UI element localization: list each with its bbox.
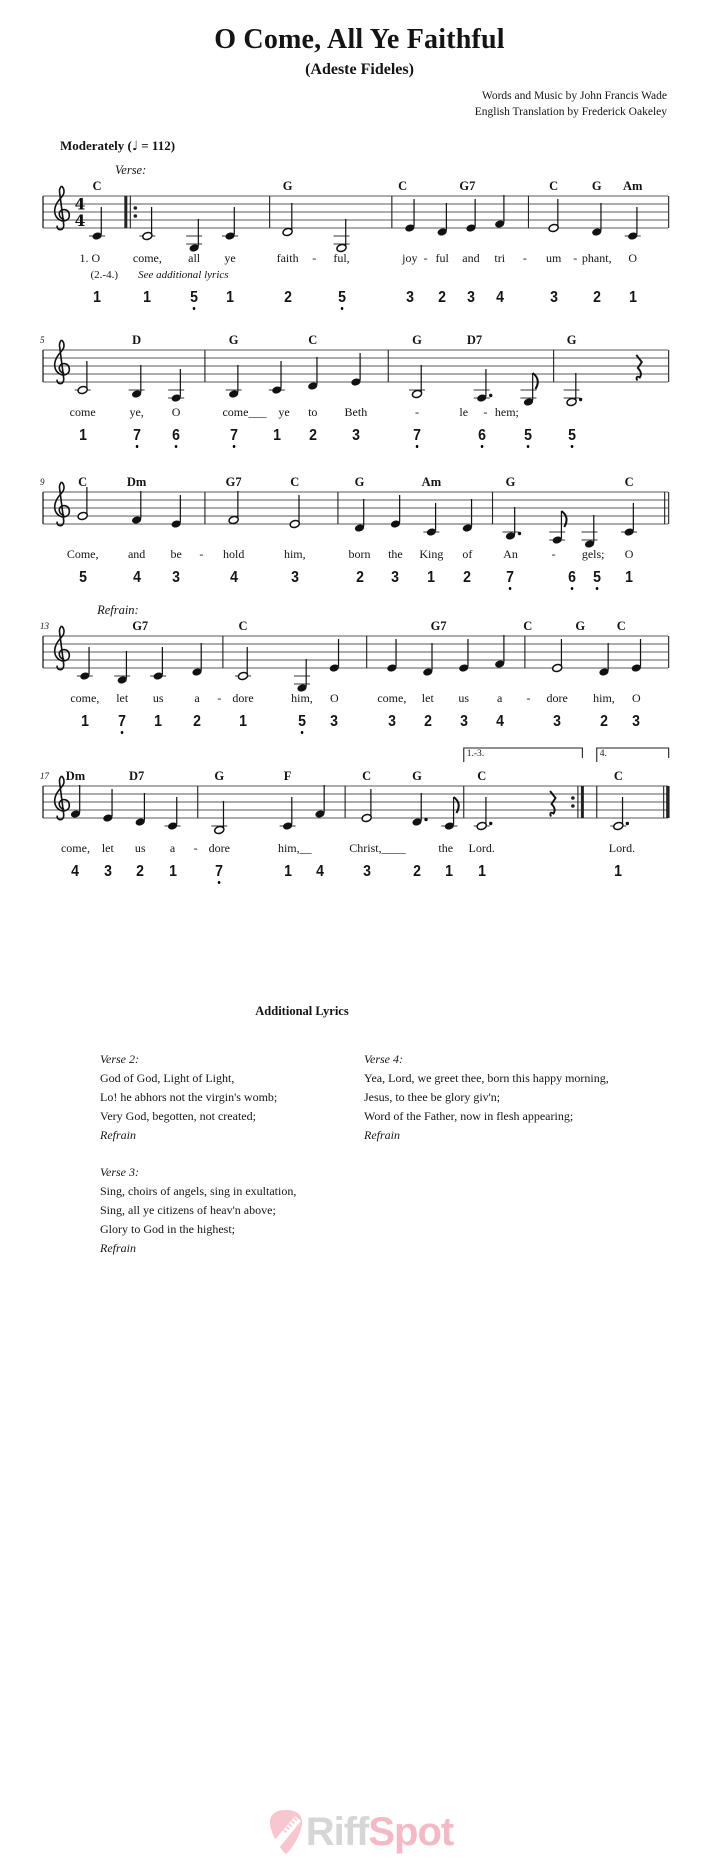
- chord-symbol: Am: [421, 475, 442, 489]
- lyric-syllable: all: [188, 251, 201, 265]
- lyric-syllable: let: [421, 691, 434, 705]
- lyric-syllable: dore: [232, 691, 254, 705]
- lyric-syllable: dore: [208, 841, 230, 855]
- lyric-syllable: him,__: [277, 841, 312, 855]
- chord-symbol: G: [412, 333, 422, 347]
- song-subtitle: (Adeste Fideles): [305, 61, 414, 78]
- chord-symbol: G: [566, 333, 577, 347]
- scale-degree-number: 1: [427, 569, 436, 586]
- lyric-syllable: and: [127, 547, 146, 561]
- lyric-syllable: and: [462, 251, 480, 265]
- lyric-syllable: tri: [494, 251, 506, 265]
- scale-degree-number: 3: [553, 713, 562, 730]
- verse-line: Word of the Father, now in flesh appearing;: [364, 1109, 574, 1123]
- sub-lyric: See additional lyrics: [138, 269, 229, 281]
- lyric-syllable: -: [199, 547, 204, 561]
- tempo-bpm: = 112): [141, 138, 176, 153]
- song-title: O Come, All Ye Faithful: [214, 24, 505, 55]
- lyric-syllable: dore: [546, 691, 568, 705]
- tempo-word: Moderately: [60, 138, 125, 153]
- scale-degree-number: 1: [78, 427, 87, 444]
- lyric-syllable: -: [423, 251, 428, 265]
- lyric-syllable: him,: [283, 547, 306, 561]
- scale-degree-number: 1: [154, 713, 163, 730]
- chord-symbol: G: [505, 475, 516, 489]
- staff-system-3: [0, 446, 719, 586]
- scale-degree-number: 3: [351, 427, 360, 444]
- verse-line: Very God, begotten, not created;: [100, 1109, 256, 1123]
- scale-degree-number: 3: [549, 289, 558, 306]
- brand-spot: Spot: [368, 1810, 454, 1854]
- lyric-syllable: phant,: [581, 251, 612, 265]
- chord-symbol: C: [78, 475, 88, 489]
- lyric-syllable: Beth: [344, 405, 368, 419]
- treble-clef-icon: [55, 626, 70, 670]
- scale-degree-number: 4: [229, 569, 238, 586]
- chord-symbol: Dm: [65, 769, 86, 783]
- lyric-syllable: a: [194, 691, 200, 705]
- lyric-syllable: of: [462, 547, 473, 561]
- measure-number: 13: [40, 621, 49, 631]
- chord-symbol: C: [624, 475, 634, 489]
- lyric-syllable: -: [312, 251, 317, 265]
- quarter-rest-icon: [636, 355, 642, 381]
- verse-refrain: Refrain: [100, 1241, 136, 1255]
- lyric-syllable: -: [573, 251, 578, 265]
- chord-symbol: G: [591, 179, 602, 193]
- lyric-syllable: let: [116, 691, 129, 705]
- scale-degree-number: 2: [308, 427, 317, 444]
- lyric-syllable: -: [193, 841, 198, 855]
- verse-block: [100, 1050, 350, 1145]
- scale-degree-number: 1: [239, 713, 247, 730]
- low-octave-dot: [416, 445, 419, 448]
- lyric-syllable: a: [169, 841, 176, 855]
- lyric-syllable: ye: [224, 251, 236, 265]
- verse-refrain: Refrain: [364, 1128, 400, 1142]
- chord-symbol: G: [228, 333, 239, 347]
- guitar-pick-icon: [266, 1808, 306, 1856]
- low-octave-dot: [175, 445, 178, 448]
- chord-symbol: G: [282, 179, 293, 193]
- lyric-syllable: Christ,____: [349, 841, 406, 855]
- lyric-syllable: O: [171, 405, 181, 419]
- lyric-syllable: the: [438, 841, 454, 855]
- low-octave-dot: [570, 587, 573, 590]
- lyric-syllable: Lord.: [468, 841, 495, 855]
- chord-symbol: G7: [225, 475, 242, 489]
- lyric-syllable: -: [217, 691, 222, 705]
- scale-degree-number: 1: [80, 713, 89, 730]
- lyric-syllable: um: [545, 251, 562, 265]
- scale-degree-number: 4: [316, 863, 324, 880]
- lyric-syllable: come,: [60, 841, 90, 855]
- scale-degree-number: 3: [459, 713, 468, 730]
- svg-text:4: 4: [74, 194, 86, 214]
- treble-clef-icon: [55, 186, 70, 230]
- scale-degree-number: 6: [568, 570, 576, 590]
- treble-clef-icon: [55, 340, 70, 384]
- measure-number: 17: [40, 771, 49, 781]
- scale-degree-number: 7: [507, 570, 515, 590]
- scale-degree-number: 1: [168, 863, 177, 880]
- lyric-syllable: gels;: [581, 547, 605, 561]
- chord-symbol: G: [214, 769, 225, 783]
- quarter-rest-icon: [550, 791, 556, 817]
- scale-degree-number: 3: [330, 713, 339, 730]
- scale-degree-number: 5: [190, 290, 198, 310]
- scale-degree-number: 3: [405, 289, 414, 306]
- chord-symbol: C: [613, 769, 623, 783]
- scale-degree-number: 1: [628, 289, 637, 306]
- quarter-note-icon: ♩: [131, 139, 138, 154]
- chord-symbol: C: [616, 619, 626, 633]
- ending-label: 4.: [599, 749, 607, 759]
- chord-symbol: C: [398, 179, 408, 193]
- verse-line: Sing, choirs of angels, sing in exultation,: [100, 1184, 297, 1198]
- measure-number: 5: [40, 335, 45, 345]
- scale-degree-number: 4: [132, 569, 141, 586]
- scale-degree-number: 7: [230, 428, 238, 448]
- lyric-syllable: Come,: [66, 547, 99, 561]
- lyric-syllable: An: [503, 547, 518, 561]
- scale-degree-number: 1: [226, 289, 234, 306]
- scale-degree-number: 4: [495, 713, 504, 730]
- lyric-syllable: King: [419, 547, 444, 561]
- low-octave-dot: [121, 731, 124, 734]
- scale-degree-number: 1: [625, 569, 634, 586]
- scale-degree-number: 3: [103, 863, 112, 880]
- low-octave-dot: [595, 587, 598, 590]
- scale-degree-number: 2: [438, 289, 447, 306]
- chord-symbol: C: [308, 333, 318, 347]
- sub-lyric: (2.-4.): [90, 269, 118, 281]
- verse-title: Verse 4:: [364, 1052, 403, 1066]
- section-label: Verse:: [115, 163, 147, 177]
- low-octave-dot: [301, 731, 304, 734]
- scale-degree-number: 3: [467, 289, 475, 306]
- chord-symbol: C: [238, 619, 248, 633]
- lyric-syllable: let: [101, 841, 114, 855]
- scale-degree-number: 2: [193, 713, 201, 730]
- lyric-syllable: the: [388, 547, 403, 561]
- brand-logo: [0, 1804, 719, 1860]
- scale-degree-number: 1: [614, 863, 623, 880]
- lyric-syllable: ful,: [333, 251, 350, 265]
- low-octave-dot: [509, 587, 512, 590]
- scale-degree-number: 2: [355, 569, 364, 586]
- lyric-syllable: us: [458, 691, 470, 705]
- scale-degree-number: 5: [298, 714, 306, 734]
- scale-degree-number: 1: [93, 289, 101, 306]
- low-octave-dot: [135, 445, 138, 448]
- scale-degree-number: 5: [568, 428, 576, 448]
- lyric-syllable: -: [415, 405, 420, 419]
- scale-degree-number: 2: [423, 713, 432, 730]
- staff-system-2: [0, 304, 719, 444]
- chord-symbol: G7: [132, 619, 149, 633]
- lyric-syllable: ye: [278, 405, 290, 419]
- lyric-syllable: to: [308, 405, 318, 419]
- lyric-syllable: le: [459, 405, 469, 419]
- scale-degree-number: 2: [413, 863, 421, 880]
- verse-block: [364, 1050, 664, 1145]
- section-label: Refrain:: [97, 603, 139, 617]
- low-octave-dot: [193, 307, 196, 310]
- measure-number: 9: [40, 477, 45, 487]
- scale-degree-number: 3: [362, 863, 371, 880]
- svg-text:4: 4: [74, 211, 86, 230]
- lyric-syllable: O: [329, 691, 339, 705]
- scale-degree-number: 7: [133, 428, 141, 448]
- chord-symbol: G7: [430, 619, 447, 633]
- chord-symbol: F: [283, 769, 292, 783]
- lyric-syllable: Lord.: [608, 841, 636, 855]
- verse-line: God of God, Light of Light,: [100, 1071, 235, 1085]
- lyric-syllable: come,: [377, 691, 407, 705]
- chord-symbol: D7: [128, 769, 145, 783]
- scale-degree-number: 7: [118, 714, 126, 734]
- lyric-syllable: O: [624, 547, 634, 561]
- verse-line: Jesus, to thee be glory giv'n;: [364, 1090, 501, 1104]
- chord-symbol: C: [523, 619, 533, 633]
- lyric-syllable: joy: [402, 251, 418, 265]
- scale-degree-number: 3: [172, 569, 181, 586]
- chord-symbol: G: [412, 769, 422, 783]
- additional-lyrics-column-left: [100, 1050, 350, 1276]
- chord-symbol: Dm: [126, 475, 147, 489]
- scale-degree-number: 1: [283, 863, 292, 880]
- scale-degree-number: 1: [445, 863, 454, 880]
- credits: [475, 88, 667, 120]
- lyric-syllable: us: [134, 841, 146, 855]
- lyric-syllable: O: [628, 251, 638, 265]
- lyric-syllable: -: [522, 251, 527, 265]
- lyric-syllable: come___: [222, 405, 267, 419]
- scale-degree-number: 6: [172, 428, 180, 448]
- verse-title: Verse 2:: [100, 1052, 139, 1066]
- brand-text: [306, 1812, 454, 1852]
- additional-lyrics-column-right: [364, 1050, 664, 1163]
- lyric-syllable: come,: [132, 251, 162, 265]
- scale-degree-number: 2: [600, 713, 608, 730]
- scale-degree-number: 3: [391, 569, 400, 586]
- treble-clef-icon: [55, 482, 70, 526]
- scale-degree-number: 2: [136, 863, 145, 880]
- chord-symbol: C: [92, 179, 102, 193]
- scale-degree-number: 3: [632, 713, 641, 730]
- verse-line: Lo! he abhors not the virgin's womb;: [100, 1090, 278, 1104]
- verse-refrain: Refrain: [100, 1128, 136, 1142]
- scale-degree-number: 2: [283, 289, 292, 306]
- scale-degree-number: 5: [593, 570, 601, 590]
- low-octave-dot: [218, 881, 221, 884]
- scale-degree-number: 7: [215, 864, 223, 884]
- scale-degree-number: 4: [495, 289, 504, 306]
- lyric-syllable: him,: [291, 691, 313, 705]
- chord-symbol: C: [549, 179, 559, 193]
- chord-symbol: C: [290, 475, 300, 489]
- lyric-syllable: O: [631, 691, 641, 705]
- credit-line-2: English Translation by Frederick Oakeley: [474, 106, 667, 118]
- scale-degree-number: 2: [463, 569, 472, 586]
- low-octave-dot: [570, 445, 573, 448]
- lyric-syllable: him,: [593, 691, 615, 705]
- lyric-syllable: hem;: [494, 405, 519, 419]
- lyric-syllable: -: [483, 405, 488, 419]
- tempo-open-paren: (: [127, 138, 132, 153]
- scale-degree-number: 5: [338, 290, 346, 310]
- scale-degree-number: 3: [290, 569, 299, 586]
- brand-riff: Riff: [305, 1810, 369, 1854]
- verse-line: Sing, all ye citizens of heav'n above;: [100, 1203, 276, 1217]
- scale-degree-number: 1: [477, 863, 486, 880]
- verse-line: Yea, Lord, we greet thee, born this happy morning,: [364, 1071, 609, 1085]
- lyric-syllable: ye,: [129, 405, 144, 419]
- chord-symbol: G: [575, 619, 586, 633]
- additional-lyrics-heading: Additional Lyrics: [255, 1004, 349, 1018]
- lyric-syllable: be: [170, 547, 182, 561]
- chord-symbol: G7: [459, 179, 476, 193]
- scale-degree-number: 2: [592, 289, 601, 306]
- scale-degree-number: 5: [525, 428, 533, 448]
- chord-symbol: D: [132, 333, 142, 347]
- verse-line: Glory to God in the highest;: [100, 1222, 235, 1236]
- chord-symbol: Am: [622, 179, 643, 193]
- lyric-syllable: 1. O: [79, 251, 101, 265]
- lyric-syllable: -: [551, 547, 556, 561]
- scale-degree-number: 1: [143, 289, 152, 306]
- verse-block: [100, 1163, 350, 1258]
- low-octave-dot: [340, 307, 343, 310]
- lyric-syllable: come,: [70, 691, 100, 705]
- credit-line-1: Words and Music by John Francis Wade: [481, 90, 667, 102]
- scale-degree-number: 7: [413, 428, 421, 448]
- lyric-syllable: born: [348, 547, 371, 561]
- chord-symbol: C: [477, 769, 487, 783]
- scale-degree-number: 3: [387, 713, 396, 730]
- lyric-syllable: ful: [435, 251, 449, 265]
- lyric-syllable: -: [526, 691, 531, 705]
- verse-title: Verse 3:: [100, 1165, 139, 1179]
- chord-symbol: G: [354, 475, 365, 489]
- lyric-syllable: hold: [223, 547, 245, 561]
- scale-degree-number: 1: [272, 427, 281, 444]
- scale-degree-number: 5: [78, 569, 87, 586]
- scale-degree-number: 4: [71, 863, 80, 880]
- staff-system-5: [0, 740, 719, 880]
- chord-symbol: C: [362, 769, 372, 783]
- chord-symbol: D7: [466, 333, 483, 347]
- lyric-syllable: faith: [276, 251, 299, 265]
- low-octave-dot: [527, 445, 530, 448]
- low-octave-dot: [480, 445, 483, 448]
- lyric-syllable: come: [69, 405, 96, 419]
- low-octave-dot: [232, 445, 235, 448]
- scale-degree-number: 6: [478, 428, 486, 448]
- lyric-syllable: a: [497, 691, 503, 705]
- lyric-syllable: us: [152, 691, 164, 705]
- ending-label: 1.-3.: [466, 749, 485, 759]
